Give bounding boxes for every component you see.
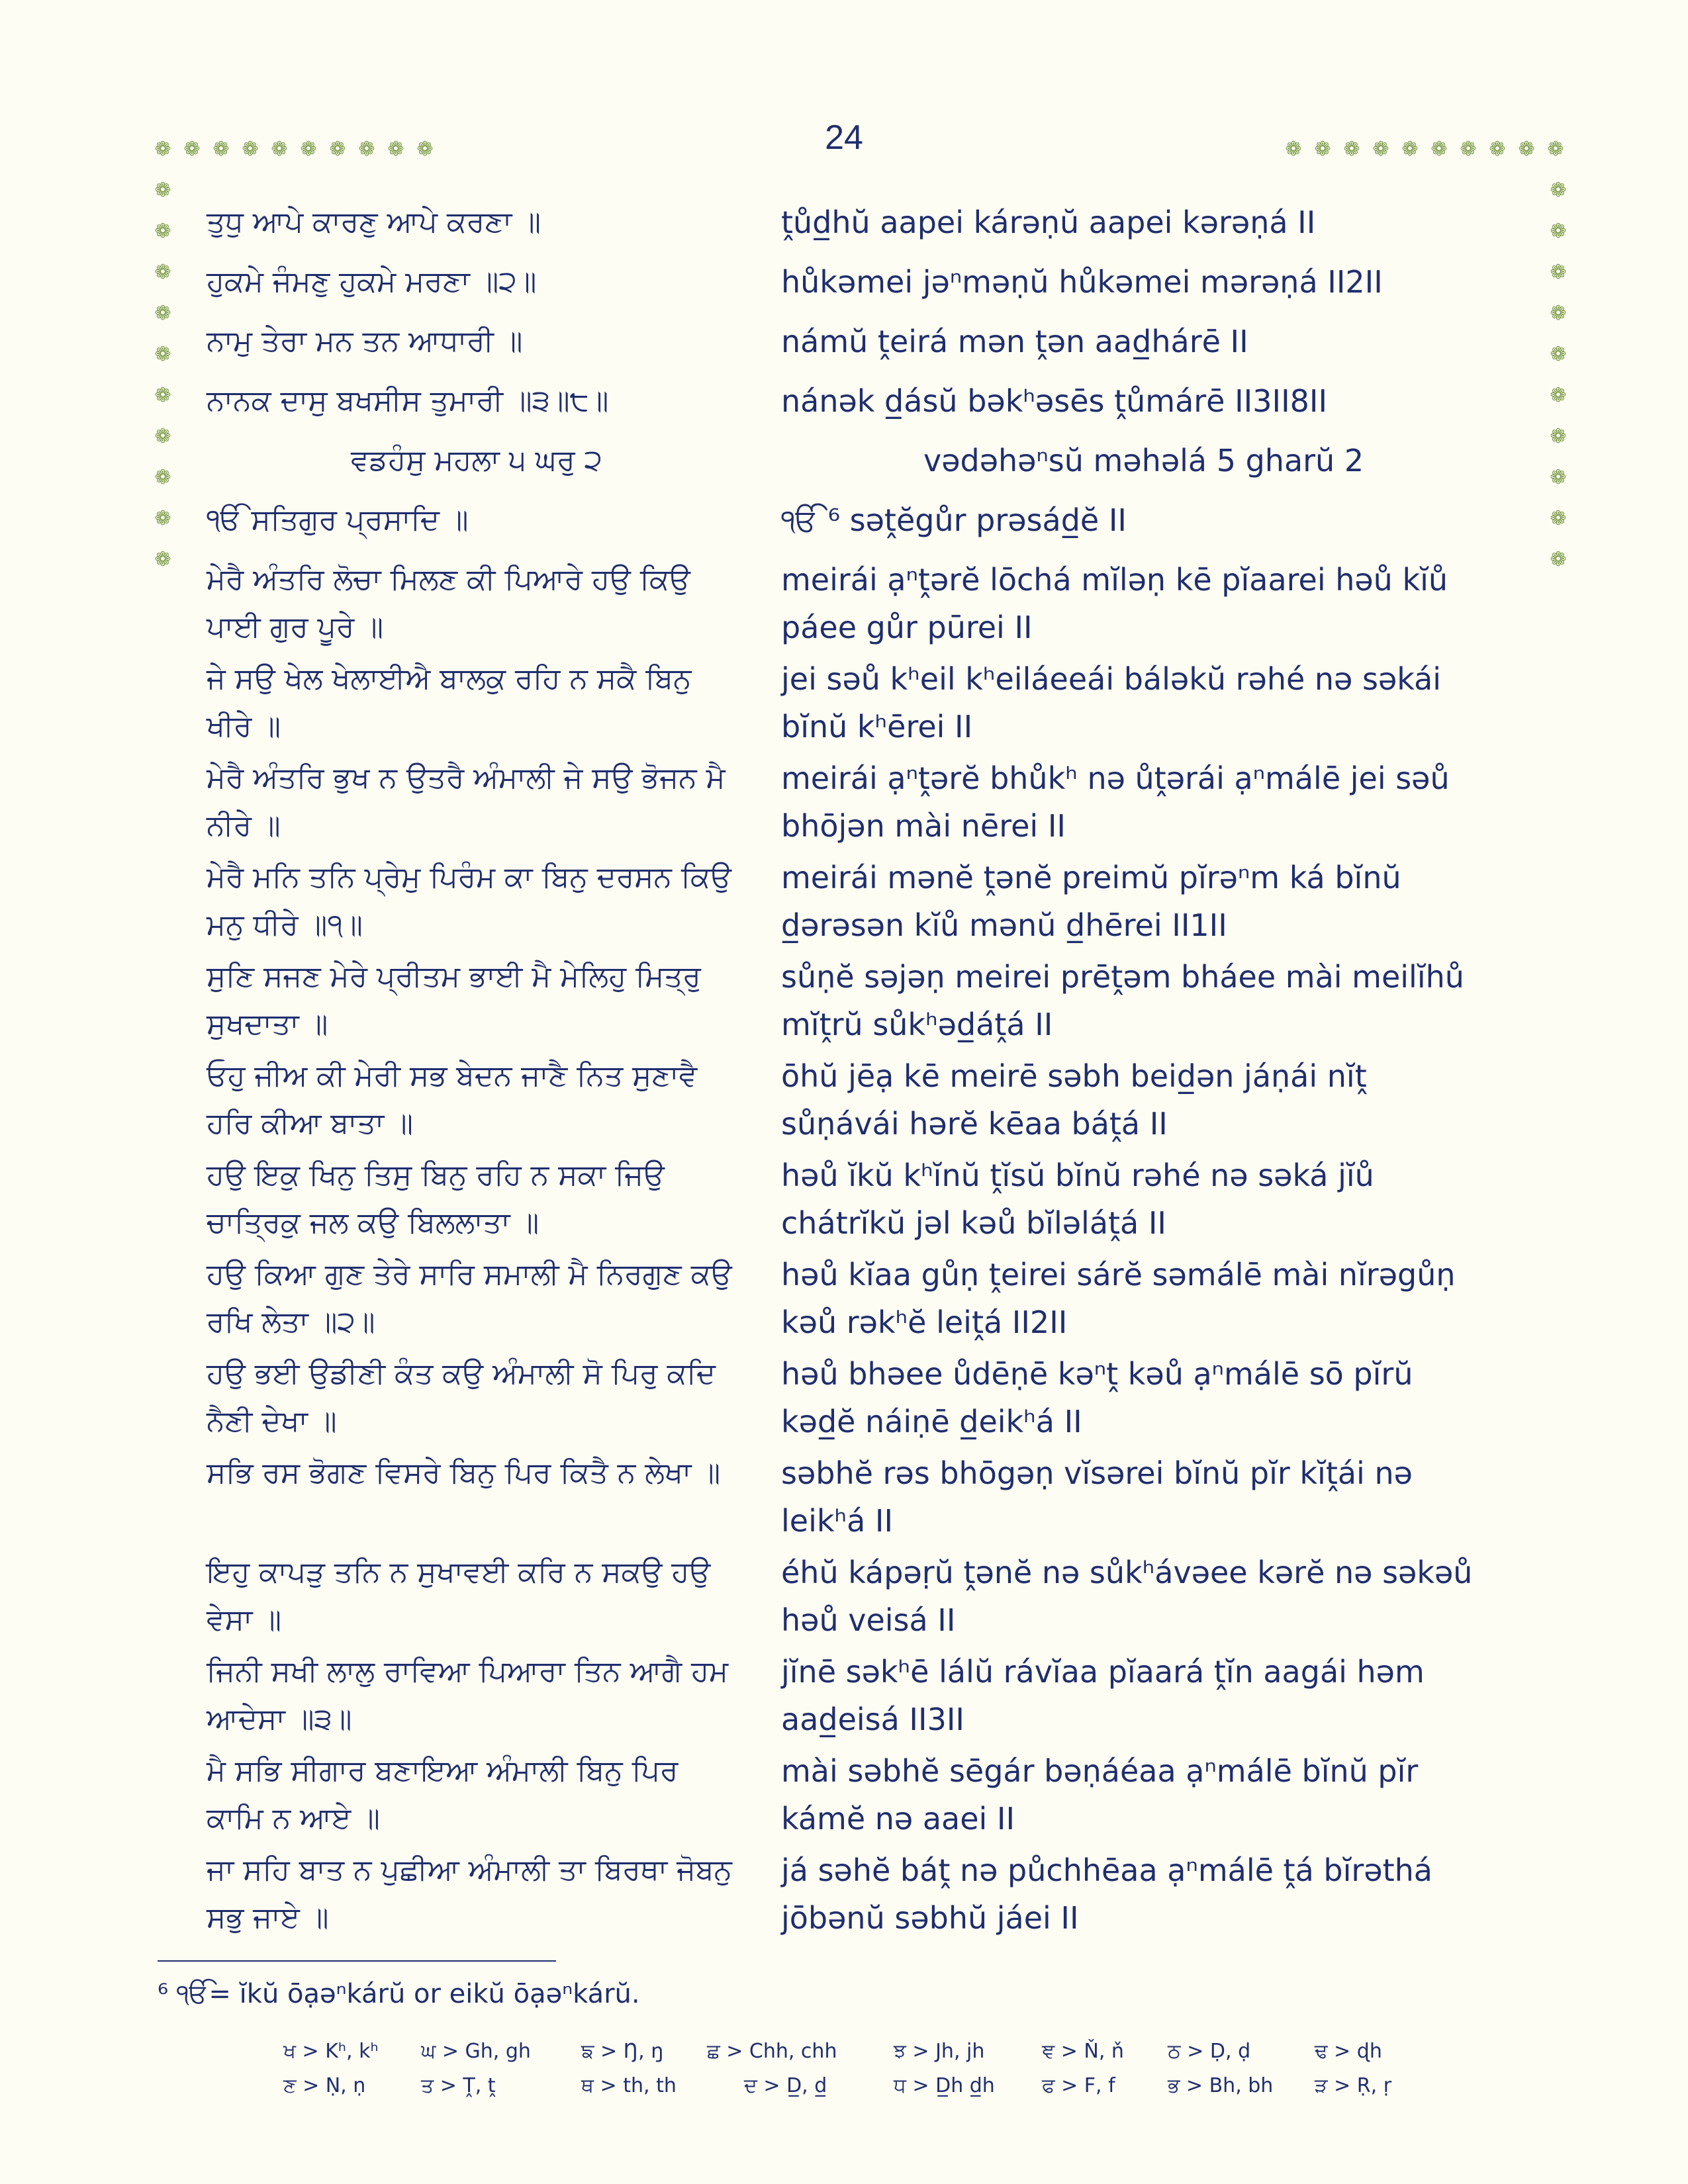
- flower-ornament-icon: ❁: [154, 548, 171, 571]
- roman-line: éhŭ kápəṛŭ ṱənĕ nə sůkʰávəee kərĕ nə səkəů həů veisá II: [781, 1555, 1473, 1638]
- section-heading-gurmukhi: ਵਡਹੰਸੁ ਮਹਲਾ ੫ ਘਰੁ ੨: [351, 443, 603, 477]
- roman-line: həů bhəee ůdēṇē kəⁿṱ kəů ạⁿmálē sō pĭrŭ kəd̲ĕ náiṇē d̲eikʰá II: [781, 1356, 1413, 1439]
- gurmukhi-line: ਨਾਨਕ ਦਾਸੁ ਬਖਸੀਸ ਤੁਮਾਰੀ ॥੩॥੮॥: [207, 384, 609, 418]
- flower-ornament-icon: ❁: [154, 507, 171, 530]
- transliteration-key-item: ਝ > Jh, jh: [894, 2040, 985, 2063]
- roman-line: meirái ạⁿṱərĕ lōchá mĭləṇ kē pĭaarei həů kĭů páee gůr pūrei II: [781, 562, 1448, 645]
- flower-ornament-icon: ❁: [1550, 466, 1567, 489]
- roman-line: ōhŭ jēạ kē meirē səbh beid̲ən jáṇái nĭṱ sůṇávái hərĕ kēaa báṱá II: [781, 1058, 1367, 1142]
- flower-ornament-icon: ❁: [1550, 261, 1567, 284]
- roman-line: já səhĕ báṱ nə půchhēaa ạⁿmálē ṱá bĭrəthá jōbənŭ səbhŭ jáei II: [781, 1852, 1432, 1936]
- gurmukhi-line: ਹੁਕਮੇ ਜੰਮਣੁ ਹੁਕਮੇ ਮਰਣਾ ॥੨॥: [207, 265, 537, 298]
- flower-ornament-icon: ❁: [154, 302, 171, 325]
- transliteration-key-item: ਧ > D̲h d̲h: [894, 2074, 995, 2097]
- page-number: 24: [825, 118, 863, 157]
- transliteration-key-item: ਥ > th, th: [581, 2074, 677, 2097]
- flower-ornament-icon: ❁: [154, 466, 171, 489]
- flower-ornament-icon: ❁: [1550, 220, 1567, 243]
- flower-ornament-icon: ❁: [416, 138, 434, 161]
- footnote-divider: [158, 1960, 556, 1962]
- roman-line: ੴ ⁶ səṱĕgůr prəsád̲ĕ II: [781, 502, 1127, 538]
- gurmukhi-line: ਸੁਣਿ ਸਜਣ ਮੇਰੇ ਪ੍ਰੀਤਮ ਭਾਈ ਮੈ ਮੇਲਿਹੁ ਮਿਤ੍ਰੁ ਸੁਖਦਾਤਾ ॥: [207, 960, 701, 1041]
- flower-ornament-icon: ❁: [154, 179, 171, 202]
- roman-line: ṱůd̲hŭ aapei kárəṇŭ aapei kərəṇá II: [781, 205, 1316, 240]
- flower-ornament-icon: ❁: [154, 384, 171, 407]
- transliteration-key-item: ਤ > Ṱ, ṱ: [421, 2074, 496, 2097]
- flower-ornament-icon: ❁: [154, 425, 171, 448]
- transliteration-key-item: ਢ > ɖh: [1315, 2040, 1382, 2063]
- gurmukhi-line: ਸਭਿ ਰਸ ਭੋਗਣ ਵਿਸਰੇ ਬਿਨੁ ਪਿਰ ਕਿਤੈ ਨ ਲੇਖਾ ॥: [207, 1456, 721, 1490]
- roman-line: meirái mənĕ ṱənĕ preimŭ pĭrəⁿm ká bĭnŭ d̲ərəsən kĭů mənŭ d̲hērei II1II: [781, 860, 1401, 943]
- flower-ornament-icon: ❁: [300, 138, 317, 161]
- flower-ornament-icon: ❁: [1314, 138, 1331, 161]
- gurmukhi-line: ਮੇਰੈ ਮਨਿ ਤਨਿ ਪ੍ਰੇਮੁ ਪਿਰੰਮ ਕਾ ਬਿਨੁ ਦਰਸਨ ਕਿਉ ਮਨੁ ਧੀਰੇ ॥੧॥: [207, 860, 731, 942]
- roman-line: meirái ạⁿṱərĕ bhůkʰ nə ůṱərái ạⁿmálē jei səů bhōjən mài nērei II: [781, 760, 1450, 844]
- transliteration-key-item: ਠ > Ḍ, ḍ: [1168, 2040, 1251, 2063]
- flower-ornament-icon: ❁: [242, 138, 259, 161]
- flower-ornament-icon: ❁: [154, 261, 171, 284]
- section-heading-roman: vədəhəⁿsŭ məhəlá 5 gharŭ 2: [923, 443, 1364, 478]
- footnote: ⁶ ੴ= ĭkŭ ōạəⁿkárŭ or eikŭ ōạəⁿkárŭ.: [158, 1979, 640, 2009]
- transliteration-key-item: ਞ > Ň, ň: [1042, 2040, 1124, 2063]
- flower-ornament-icon: ❁: [1550, 384, 1567, 407]
- gurmukhi-line: ਮੇਰੈ ਅੰਤਰਿ ਲੋਚਾ ਮਿਲਣ ਕੀ ਪਿਆਰੇ ਹਉ ਕਿਉ ਪਾਈ ਗੁਰ ਪੂਰੇ ॥: [207, 563, 690, 644]
- roman-line: həů kĭaa gůṇ ṱeirei sárĕ səmálē mài nĭrəgůṇ kəů rəkʰĕ leiṱá II2II: [781, 1257, 1456, 1340]
- gurmukhi-line: ਜੇ ਸਉ ਖੇਲ ਖੇਲਾਈਐ ਬਾਲਕੁ ਰਹਿ ਨ ਸਕੈ ਬਿਨੁ ਖੀਰੇ ॥: [207, 662, 692, 743]
- flower-ornament-icon: ❁: [183, 138, 201, 161]
- gurmukhi-line: ਹਉ ਭਈ ਉਡੀਣੀ ਕੰਤ ਕਉ ਅੰਮਾਲੀ ਸੋ ਪਿਰੁ ਕਦਿ ਨੈਣੀ ਦੇਖਾ ॥: [207, 1357, 716, 1438]
- gurmukhi-line: ਹਉ ਕਿਆ ਗੁਣ ਤੇਰੇ ਸਾਰਿ ਸਮਾਲੀ ਮੈ ਨਿਰਗੁਣ ਕਉ ਰਖਿ ਲੇਤਾ ॥੨॥: [207, 1257, 732, 1339]
- flower-ornament-icon: ❁: [154, 343, 171, 366]
- transliteration-key-item: ਖ > Kʰ, kʰ: [283, 2040, 379, 2063]
- gurmukhi-line: ਇਹੁ ਕਾਪੜੁ ਤਨਿ ਨ ਸੁਖਾਵਈ ਕਰਿ ਨ ਸਕਉ ਹਉ ਵੇਸਾ ॥: [207, 1555, 711, 1637]
- flower-ornament-icon: ❁: [154, 220, 171, 243]
- flower-ornament-icon: ❁: [1550, 548, 1567, 571]
- roman-line: səbhĕ rəs bhōgəṇ vĭsərei bĭnŭ pĭr kĭṱái nə leikʰá II: [781, 1455, 1413, 1539]
- roman-line: həů ĭkŭ kʰĭnŭ ṱĭsŭ bĭnŭ rəhé nə səká jĭů chátrĭkŭ jəl kəů bĭləláṱá II: [781, 1158, 1374, 1241]
- flower-ornament-icon: ❁: [1401, 138, 1419, 161]
- flower-ornament-icon: ❁: [1518, 138, 1535, 161]
- gurmukhi-line: ਮੈ ਸਭਿ ਸੀਗਾਰ ਬਣਾਇਆ ਅੰਮਾਲੀ ਬਿਨੁ ਪਿਰ ਕਾਮਿ ਨ ਆਏ ॥: [207, 1754, 679, 1835]
- flower-ornament-icon: ❁: [1547, 138, 1564, 161]
- flower-ornament-icon: ❁: [212, 138, 230, 161]
- roman-line: mài səbhĕ sēgár bəṇáéaa ạⁿmálē bĭnŭ pĭr kámĕ nə aaei II: [781, 1753, 1419, 1837]
- transliteration-key-item: ਦ > D̲, d̲: [744, 2074, 827, 2097]
- gurmukhi-line: ਤੁਧੁ ਆਪੇ ਕਾਰਣੁ ਆਪੇ ਕਰਣਾ ॥: [207, 205, 541, 239]
- flower-ornament-icon: ❁: [1285, 138, 1302, 161]
- flower-ornament-icon: ❁: [1430, 138, 1448, 161]
- gurmukhi-line: ਹਉ ਇਕੁ ਖਿਨੁ ਤਿਸੁ ਬਿਨੁ ਰਹਿ ਨ ਸਕਾ ਜਿਉ ਚਾਤ੍ਰਿਕੁ ਜਲ ਕਉ ਬਿਲਲਾਤਾ ॥: [207, 1158, 665, 1240]
- flower-ornament-icon: ❁: [329, 138, 346, 161]
- transliteration-key-item: ਭ > Bh, bh: [1168, 2074, 1274, 2097]
- transliteration-key-item: ਣ > Ṇ, ṇ: [283, 2074, 366, 2097]
- flower-ornament-icon: ❁: [1550, 507, 1567, 530]
- flower-ornament-icon: ❁: [1489, 138, 1506, 161]
- roman-line: nánək d̲ásŭ bəkʰəsēs ṱůmárē II3II8II: [781, 383, 1328, 419]
- gurmukhi-line: ਨਾਮੁ ਤੇਰਾ ਮਨ ਤਨ ਆਧਾਰੀ ॥: [207, 324, 523, 358]
- gurmukhi-line: ਮੇਰੈ ਅੰਤਰਿ ਭੁਖ ਨ ਉਤਰੈ ਅੰਮਾਲੀ ਜੇ ਸਉ ਭੋਜਨ ਮੈ ਨੀਰੇ ॥: [207, 761, 726, 842]
- transliteration-key-item: ੜ > Ṛ, ṛ: [1315, 2074, 1392, 2097]
- flower-ornament-icon: ❁: [1550, 343, 1567, 366]
- flower-ornament-icon: ❁: [387, 138, 404, 161]
- gurmukhi-line: ੴ ਸਤਿਗੁਰ ਪ੍ਰਸਾਦਿ ॥: [207, 503, 469, 537]
- flower-ornament-icon: ❁: [1550, 179, 1567, 202]
- transliteration-key-item: ਙ > Ŋ, ŋ: [581, 2040, 664, 2063]
- roman-line: jĭnē səkʰē lálŭ rávĭaa pĭaará ṱĭn aagái həm aad̲eisá II3II: [781, 1654, 1425, 1737]
- roman-line: jei səů kʰeil kʰeiláeeái báləkŭ rəhé nə səkái bĭnŭ kʰērei II: [781, 661, 1442, 745]
- flower-ornament-icon: ❁: [1372, 138, 1389, 161]
- flower-ornament-icon: ❁: [1460, 138, 1477, 161]
- roman-line: sůṇĕ səjəṇ meirei prēṱəm bháee mài meilĭhů mĭṱrŭ sůkʰəd̲áṱá II: [781, 959, 1464, 1042]
- flower-ornament-icon: ❁: [358, 138, 375, 161]
- transliteration-key-item: ਛ > Chh, chh: [707, 2040, 837, 2063]
- flower-ornament-icon: ❁: [1550, 302, 1567, 325]
- flower-ornament-icon: ❁: [271, 138, 288, 161]
- flower-ornament-icon: ❁: [1550, 425, 1567, 448]
- roman-line: námŭ ṱeirá mən ṱən aad̲hárē II: [781, 324, 1248, 359]
- gurmukhi-line: ਜਾ ਸਹਿ ਬਾਤ ਨ ਪੁਛੀਆ ਅੰਮਾਲੀ ਤਾ ਬਿਰਥਾ ਜੋਬਨੁ ਸਭੁ ਜਾਏ ॥: [207, 1853, 732, 1934]
- flower-ornament-icon: ❁: [154, 138, 171, 161]
- gurmukhi-line: ਓਹੁ ਜੀਅ ਕੀ ਮੇਰੀ ਸਭ ਬੇਦਨ ਜਾਣੈ ਨਿਤ ਸੁਣਾਵੈ ਹਰਿ ਕੀਆ ਬਾਤਾ ॥: [207, 1059, 698, 1140]
- transliteration-key-item: ਫ > F, f: [1042, 2074, 1115, 2097]
- roman-line: hůkəmei jəⁿməṇŭ hůkəmei mərəṇá II2II: [781, 264, 1383, 300]
- transliteration-key-item: ਘ > Gh, gh: [421, 2040, 531, 2063]
- flower-ornament-icon: ❁: [1343, 138, 1360, 161]
- gurmukhi-line: ਜਿਨੀ ਸਖੀ ਲਾਲੁ ਰਾਵਿਆ ਪਿਆਰਾ ਤਿਨ ਆਗੈ ਹਮ ਆਦੇਸਾ ॥੩॥: [207, 1655, 729, 1736]
